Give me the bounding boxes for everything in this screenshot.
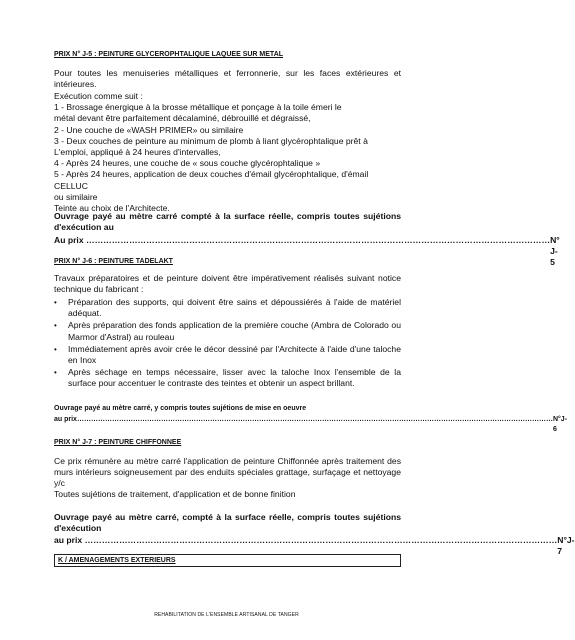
j6-price-label: au prix……………………………………………………………………………………………………………………………………………………………………………………: [54, 416, 553, 423]
section-heading-j5: PRIX N° J-5 : PEINTURE GLYCEROPHTALIQUE LAQUEE SUR METAL: [54, 51, 284, 58]
j7-payment: Ouvrage payé au mètre carré, compté à la surface réelle, compris toutes sujétions d'exécution: [54, 512, 401, 534]
j5-line-9: Teinte au choix de l'Architecte.: [54, 203, 170, 214]
j6-price-number: N°J-6: [552, 416, 568, 433]
j7-price-number: N°J-7: [557, 535, 575, 557]
j5-payment: Ouvrage payé au mètre carré compté à la surface réelle, compris toutes sujétions d'exécution au: [54, 211, 401, 233]
page-footer: REHABILITATION DE L'ENSEMBLE ARTISANAL DE TANGER: [154, 612, 299, 618]
j7-intro: Ce prix rémunère au mètre carré l'application de peinture Chiffonnée après traitement des murs intérieurs soigneusement par des enduits spéciales grattage, surfaçage et nettoyage y/c: [54, 456, 401, 489]
section-heading-k: K / AMENAGEMENTS EXTERIEURS: [58, 557, 176, 564]
j5-line-3: 2 - Une couche de «WASH PRIMER» ou similaire: [54, 124, 244, 135]
j5-body: [54, 91, 401, 214]
j6-bullet-2: Après préparation des fonds application de la première couche (Ambra de Colorado ou Marmor d'Astral) au rouleau: [68, 320, 401, 342]
list-item: [54, 297, 401, 319]
j5-line-1: 1 - Brossage énergique à la brosse métallique et ponçage à la toile émeri le: [54, 102, 342, 113]
j6-bullet-1: Préparation des supports, qui doivent être sains et dépoussiérés à l'aide de matériel adéquat.: [68, 297, 401, 319]
j5-line-6: 4 - Après 24 heures, une couche de « sous couche glycérophtalique »: [54, 158, 321, 169]
j6-intro: Travaux préparatoires et de peinture doivent être impérativement réalisés suivant notice technique du fabricant :: [54, 273, 401, 295]
list-item: [54, 344, 401, 366]
section-heading-j7: PRIX N° J-7 : PEINTURE CHIFFONNEE: [54, 439, 182, 446]
j6-bullets: [54, 297, 401, 390]
list-item: [54, 320, 401, 342]
j5-line-2: métal devant être parfaitement décalaminé, débrouillé et dégraissé,: [54, 113, 311, 124]
j5-line-8: ou similaire: [54, 191, 98, 202]
section-heading-j6: PRIX N° J-6 : PEINTURE TADELAKT: [54, 258, 173, 265]
bullet-icon: •: [54, 321, 57, 331]
j5-exec: Exécution comme suit :: [54, 91, 143, 101]
j5-line-5: L'emploi, appliqué à 24 heures d'intervalles,: [54, 147, 221, 158]
bullet-icon: •: [54, 368, 57, 378]
j6-bullet-4: Après séchage en temps nécessaire, lisser avec la taloche Inox l'ensemble de la surface pour accentuer le contraste des teintes et obtenir un aspect brillant.: [68, 367, 401, 389]
j5-price-label: Au prix ………………………………………………………………………………………………………………………………………………: [54, 235, 551, 245]
j6-price-row: [54, 415, 568, 434]
j5-intro: Pour toutes les menuiseries métalliques et ferronnerie, sur les faces extérieures et intérieures.: [54, 68, 401, 90]
bullet-icon: •: [54, 298, 57, 307]
j7-price-label: au prix …………………………………………………………………………………………………………………………………………………: [54, 535, 558, 545]
j5-line-7: 5 - Après 24 heures, application de deux couches d'émail glycérophtalique, d'émail CELLUC: [54, 169, 369, 191]
j5-price-number: N° J-5: [550, 235, 560, 268]
j6-bullet-3: Immédiatement après avoir crée le décor dessiné par l'Architecte à l'aide d'une taloche en Inox: [68, 343, 401, 366]
section-k-box: [54, 554, 401, 567]
j5-line-4: 3 - Deux couches de peinture au minimum de plomb à liant glycérophtalique prêt à: [54, 135, 368, 146]
j6-payment: Ouvrage payé au mètre carré, y compris toutes sujétions de mise en oeuvre: [54, 405, 307, 412]
list-item: [54, 367, 401, 389]
j7-subjections: Toutes sujétions de traitement, d'application et de bonne finition: [54, 489, 296, 499]
bullet-icon: •: [54, 344, 57, 354]
